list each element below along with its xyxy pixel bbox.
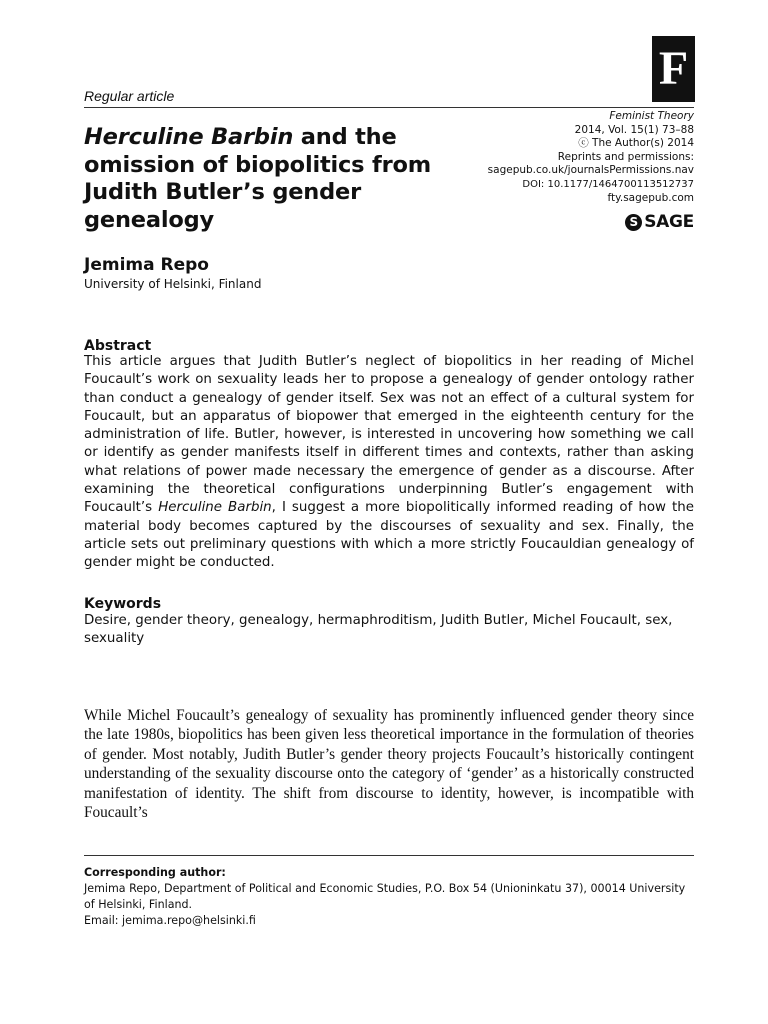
article-title xyxy=(84,124,494,234)
sage-s-icon: S xyxy=(625,214,642,231)
author-affiliation: University of Helsinki, Finland xyxy=(84,277,262,291)
journal-logo: F xyxy=(652,36,695,102)
doi-link[interactable]: DOI: 10.1177/1464700113512737 xyxy=(522,178,694,190)
journal-site-link[interactable]: fty.sagepub.com xyxy=(607,191,694,204)
reprints-label: Reprints and permissions: xyxy=(557,150,694,163)
abstract-text: This article argues that Judith Butler’s neglect of biopolitics in her reading of Michel Foucault’s work on sexuality leads her to propose a genealogy of gender ontology rather than conduct a genealogy of gender itself. Sex was not an effect of a cultural system for Foucault, but an apparatus of biopower that emerged in the eighteenth century for the administration of life. Butler, however, is interested in uncovering how something we call or identify as gender manifests itself in different times and contexts, rather than asking what relations of power made necessary the emergence of gender as a discourse. After examining the theoretical configurations underpinning Butler’s engagement with Foucault’s Herculine Barbin, I suggest a more biopolitically informed reading of how the material body becomes captured by the discourses of sexuality and sex. Finally, the article sets out preliminary questions with which a more strictly Foucauldian genealogy of gender might be conducted. xyxy=(84,354,694,571)
footnote-divider xyxy=(84,855,694,856)
keywords-text: Desire, gender theory, genealogy, hermaphroditism, Judith Butler, Michel Foucault, sex, sexuality xyxy=(84,613,673,646)
publisher-name: SAGE xyxy=(644,212,694,232)
footnote-address: Jemima Repo, Department of Political and Economic Studies, P.O. Box 54 (Unioninkatu 37), 00014 University of Helsinki, Finland. xyxy=(84,882,686,911)
journal-name: Feminist Theory xyxy=(609,110,694,122)
footnote-heading: Corresponding author: xyxy=(84,866,226,879)
title-italic-part: Herculine Barbin xyxy=(84,124,294,150)
corresponding-author-note xyxy=(84,865,699,929)
author-name: Jemima Repo xyxy=(84,255,209,275)
keywords-heading: Keywords xyxy=(84,596,162,612)
publisher-logo xyxy=(625,212,694,232)
title-rest: and the omission of biopolitics from Judith Butler’s gender genealogy xyxy=(84,124,431,233)
volume-info: 2014, Vol. 15(1) 73–88 xyxy=(574,123,694,136)
body-paragraph: While Michel Foucault’s genealogy of sexuality has prominently influenced gender theory since the late 1980s, biopolitics has been given less theoretical importance in the formulation of theories of gender. Most notably, Judith Butler’s gender theory projects Foucault’s historically contingent understanding of the sexuality discourse onto the category of ‘gender’ as a historically constructed manifestation of identity. The shift from discourse to identity, however, is incompatible with Foucault’s xyxy=(84,707,694,822)
permissions-link[interactable]: sagepub.co.uk/journalsPermissions.nav xyxy=(487,164,694,177)
abstract-heading: Abstract xyxy=(84,338,152,354)
header-divider xyxy=(84,107,694,108)
article-type-label: Regular article xyxy=(84,88,175,104)
journal-metadata xyxy=(488,110,694,205)
footnote-email[interactable]: Email: jemima.repo@helsinki.fi xyxy=(84,914,256,927)
copyright-line: ⓒ The Author(s) 2014 xyxy=(578,137,694,150)
